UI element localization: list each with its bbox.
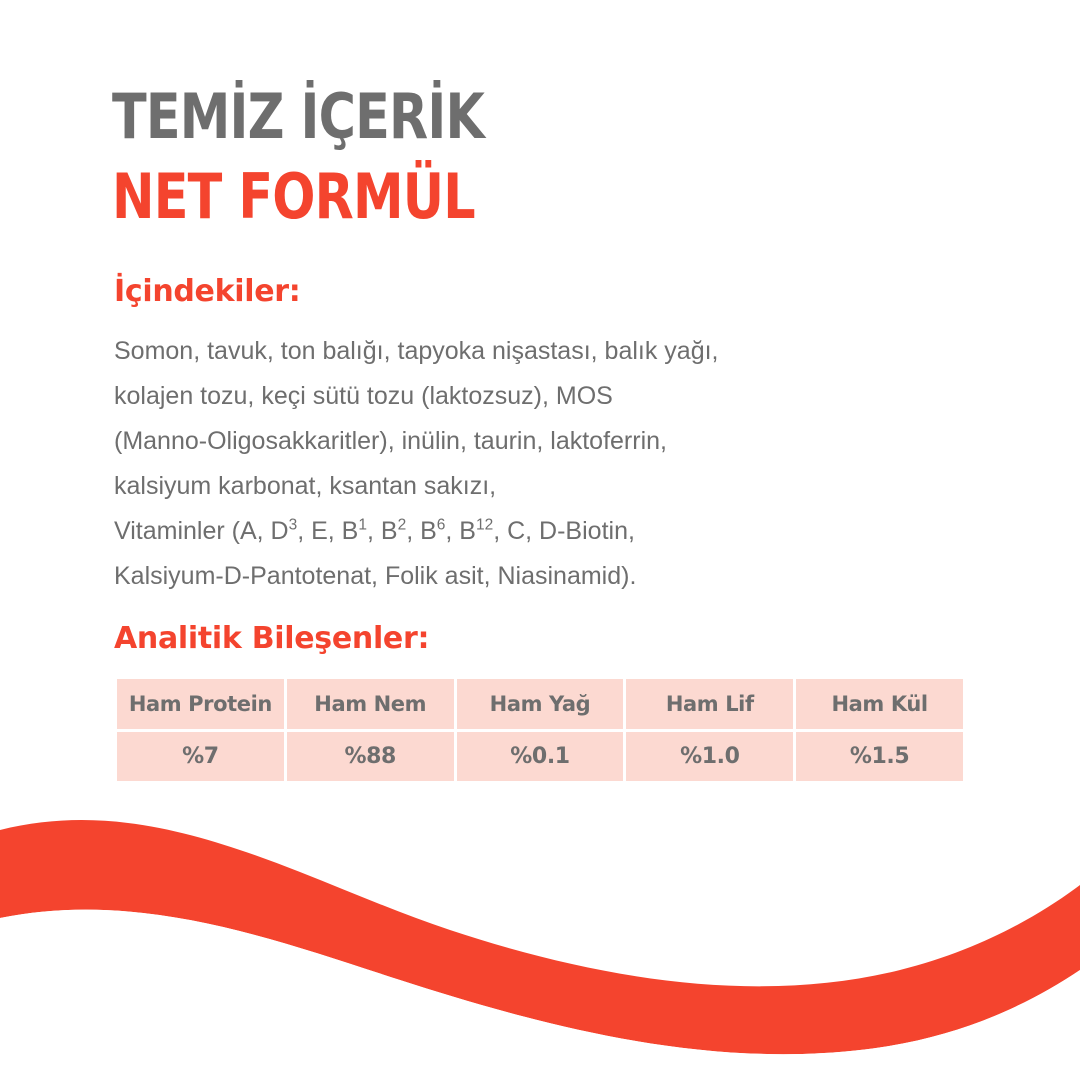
vitamin-d3-sup: 3 bbox=[288, 516, 298, 534]
table-value-cell: %88 bbox=[287, 732, 454, 781]
table-header-row bbox=[117, 679, 963, 729]
headline-primary: TEMİZ İÇERİK bbox=[112, 80, 485, 153]
vitamins-prefix: Vitaminler (A, D bbox=[114, 517, 289, 545]
vitamin-b6-sup: 6 bbox=[436, 516, 446, 534]
table-value-cell: %1.5 bbox=[796, 732, 963, 781]
vitamins-suffix: , C, D-Biotin, bbox=[493, 517, 635, 545]
ingredients-line-2: kolajen tozu, keçi sütü tozu (laktozsuz), MOS bbox=[114, 382, 613, 410]
table-header-cell: Ham Protein bbox=[117, 679, 284, 729]
vitamins-mid-3: , B bbox=[406, 517, 437, 545]
analysis-table bbox=[114, 676, 966, 784]
table-value-cell: %1.0 bbox=[626, 732, 793, 781]
ingredients-heading: İçindekiler: bbox=[114, 274, 301, 309]
ingredients-line-6: Kalsiyum-D-Pantotenat, Folik asit, Niasinamid). bbox=[114, 562, 637, 590]
vitamins-mid-2: , B bbox=[366, 517, 398, 545]
vitamins-mid-1: , E, B bbox=[297, 517, 359, 545]
wave-decoration bbox=[0, 820, 1080, 1080]
vitamin-b2-sup: 2 bbox=[397, 516, 407, 534]
table-header-cell: Ham Lif bbox=[626, 679, 793, 729]
ingredients-line-4: kalsiyum karbonat, ksantan sakızı, bbox=[114, 472, 497, 500]
ingredients-line-3: (Manno-Oligosakkaritler), inülin, taurin, laktoferrin, bbox=[114, 427, 667, 455]
table-header-cell: Ham Kül bbox=[796, 679, 963, 729]
table-value-cell: %7 bbox=[117, 732, 284, 781]
vitamin-b1-sup: 1 bbox=[358, 516, 367, 534]
table-row bbox=[117, 732, 963, 781]
table-header-cell: Ham Nem bbox=[287, 679, 454, 729]
ingredients-list bbox=[114, 329, 914, 599]
analysis-heading: Analitik Bileşenler: bbox=[114, 621, 430, 656]
vitamin-b12-sup: 12 bbox=[475, 516, 494, 534]
table-value-cell: %0.1 bbox=[457, 732, 624, 781]
table-header-cell: Ham Yağ bbox=[457, 679, 624, 729]
content-block bbox=[112, 80, 992, 784]
ingredients-line-vitamins bbox=[114, 509, 914, 554]
ingredients-line-1: Somon, tavuk, ton balığı, tapyoka nişastası, balık yağı, bbox=[114, 337, 719, 365]
headline-secondary: NET FORMÜL bbox=[112, 160, 475, 233]
vitamins-mid-4: , B bbox=[445, 517, 476, 545]
